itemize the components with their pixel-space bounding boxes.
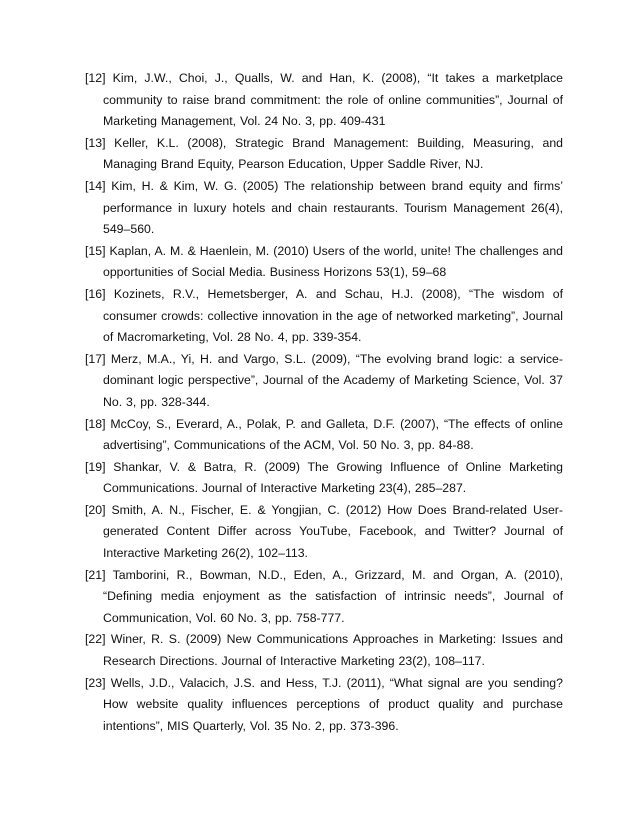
reference-number: [13] (85, 135, 106, 150)
reference-text: Merz, M.A., Yi, H. and Vargo, S.L. (2009), “The evolving brand logic: a service-dominant logic perspective”, Journal of the Academy of Marketing Science, Vol. 37 No. 3, pp. 328-344. (103, 351, 563, 409)
reference-item (85, 629, 563, 672)
reference-item (85, 68, 563, 133)
reference-item (85, 565, 563, 630)
reference-item (85, 176, 563, 241)
reference-text: Wells, J.D., Valacich, J.S. and Hess, T.J. (2011), “What signal are you sending? How website quality influences perceptions of product quality and purchase intentions”, MIS Quarterly, Vol. 35 No. 2, pp. 373-396. (103, 675, 563, 733)
reference-item (85, 284, 563, 349)
reference-number: [16] (85, 286, 106, 301)
reference-number: [23] (85, 675, 106, 690)
reference-number: [22] (85, 632, 106, 647)
reference-text: Kozinets, R.V., Hemetsberger, A. and Schau, H.J. (2008), “The wisdom of consumer crowds: collective innovation in the age of networked marketing”, Journal of Macromarketing, Vol. 28 No. 4, pp. 339-354. (103, 286, 563, 345)
reference-item (85, 133, 563, 176)
reference-number: [12] (85, 71, 106, 85)
reference-text: Smith, A. N., Fischer, E. & Yongjian, C. (2012) How Does Brand-related User-generated Content Differ across YouTube, Facebook, and Twitter? Journal of Interactive Marketing 26(2), 102–113. (103, 502, 564, 561)
reference-text: Tamborini, R., Bowman, N.D., Eden, A., Grizzard, M. and Organ, A. (2010), “Defining media enjoyment as the satisfaction of intrinsic needs”, Journal of Communication, Vol. 60 No. 3, pp. 758-777. (103, 567, 563, 625)
reference-text: Shankar, V. & Batra, R. (2009) The Growing Influence of Online Marketing Communications. Journal of Interactive Marketing 23(4), 285–287. (103, 459, 563, 496)
reference-text: Kaplan, A. M. & Haenlein, M. (2010) Users of the world, unite! The challenges and opportunities of Social Media. Business Horizons 53(1), 59–68 (103, 243, 563, 280)
reference-number: [21] (85, 567, 106, 582)
reference-item (85, 673, 563, 738)
reference-text: Kim, H. & Kim, W. G. (2005) The relationship between brand equity and firms’ performance in luxury hotels and chain restaurants. Tourism Management 26(4), 549–560. (103, 178, 563, 237)
reference-item (85, 349, 563, 414)
reference-text: Winer, R. S. (2009) New Communications Approaches in Marketing: Issues and Research Directions. Journal of Interactive Marketing 23(2), 108–117. (103, 632, 564, 669)
reference-item (85, 414, 563, 457)
reference-number: [17] (85, 351, 106, 366)
reference-item (85, 457, 563, 500)
reference-number: [18] (85, 416, 106, 431)
reference-number: [19] (85, 459, 106, 474)
reference-text: Keller, K.L. (2008), Strategic Brand Management: Building, Measuring, and Managing Brand Equity, Pearson Education, Upper Saddle River, NJ. (103, 135, 563, 172)
reference-number: [15] (85, 243, 106, 258)
reference-text: McCoy, S., Everard, A., Polak, P. and Galleta, D.F. (2007), “The effects of online advertising”, Communications of the ACM, Vol. 50 No. 3, pp. 84-88. (103, 416, 563, 453)
reference-number: [20] (85, 502, 106, 517)
reference-list (85, 68, 563, 737)
reference-text: Kim, J.W., Choi, J., Qualls, W. and Han, K. (2008), “It takes a marketplace community to raise brand commitment: the role of online communities”, Journal of Marketing Management, Vol. 24 No. 3, pp. 409-431 (103, 71, 563, 129)
reference-number: [14] (85, 178, 106, 193)
reference-item (85, 500, 563, 565)
reference-item (85, 241, 563, 284)
